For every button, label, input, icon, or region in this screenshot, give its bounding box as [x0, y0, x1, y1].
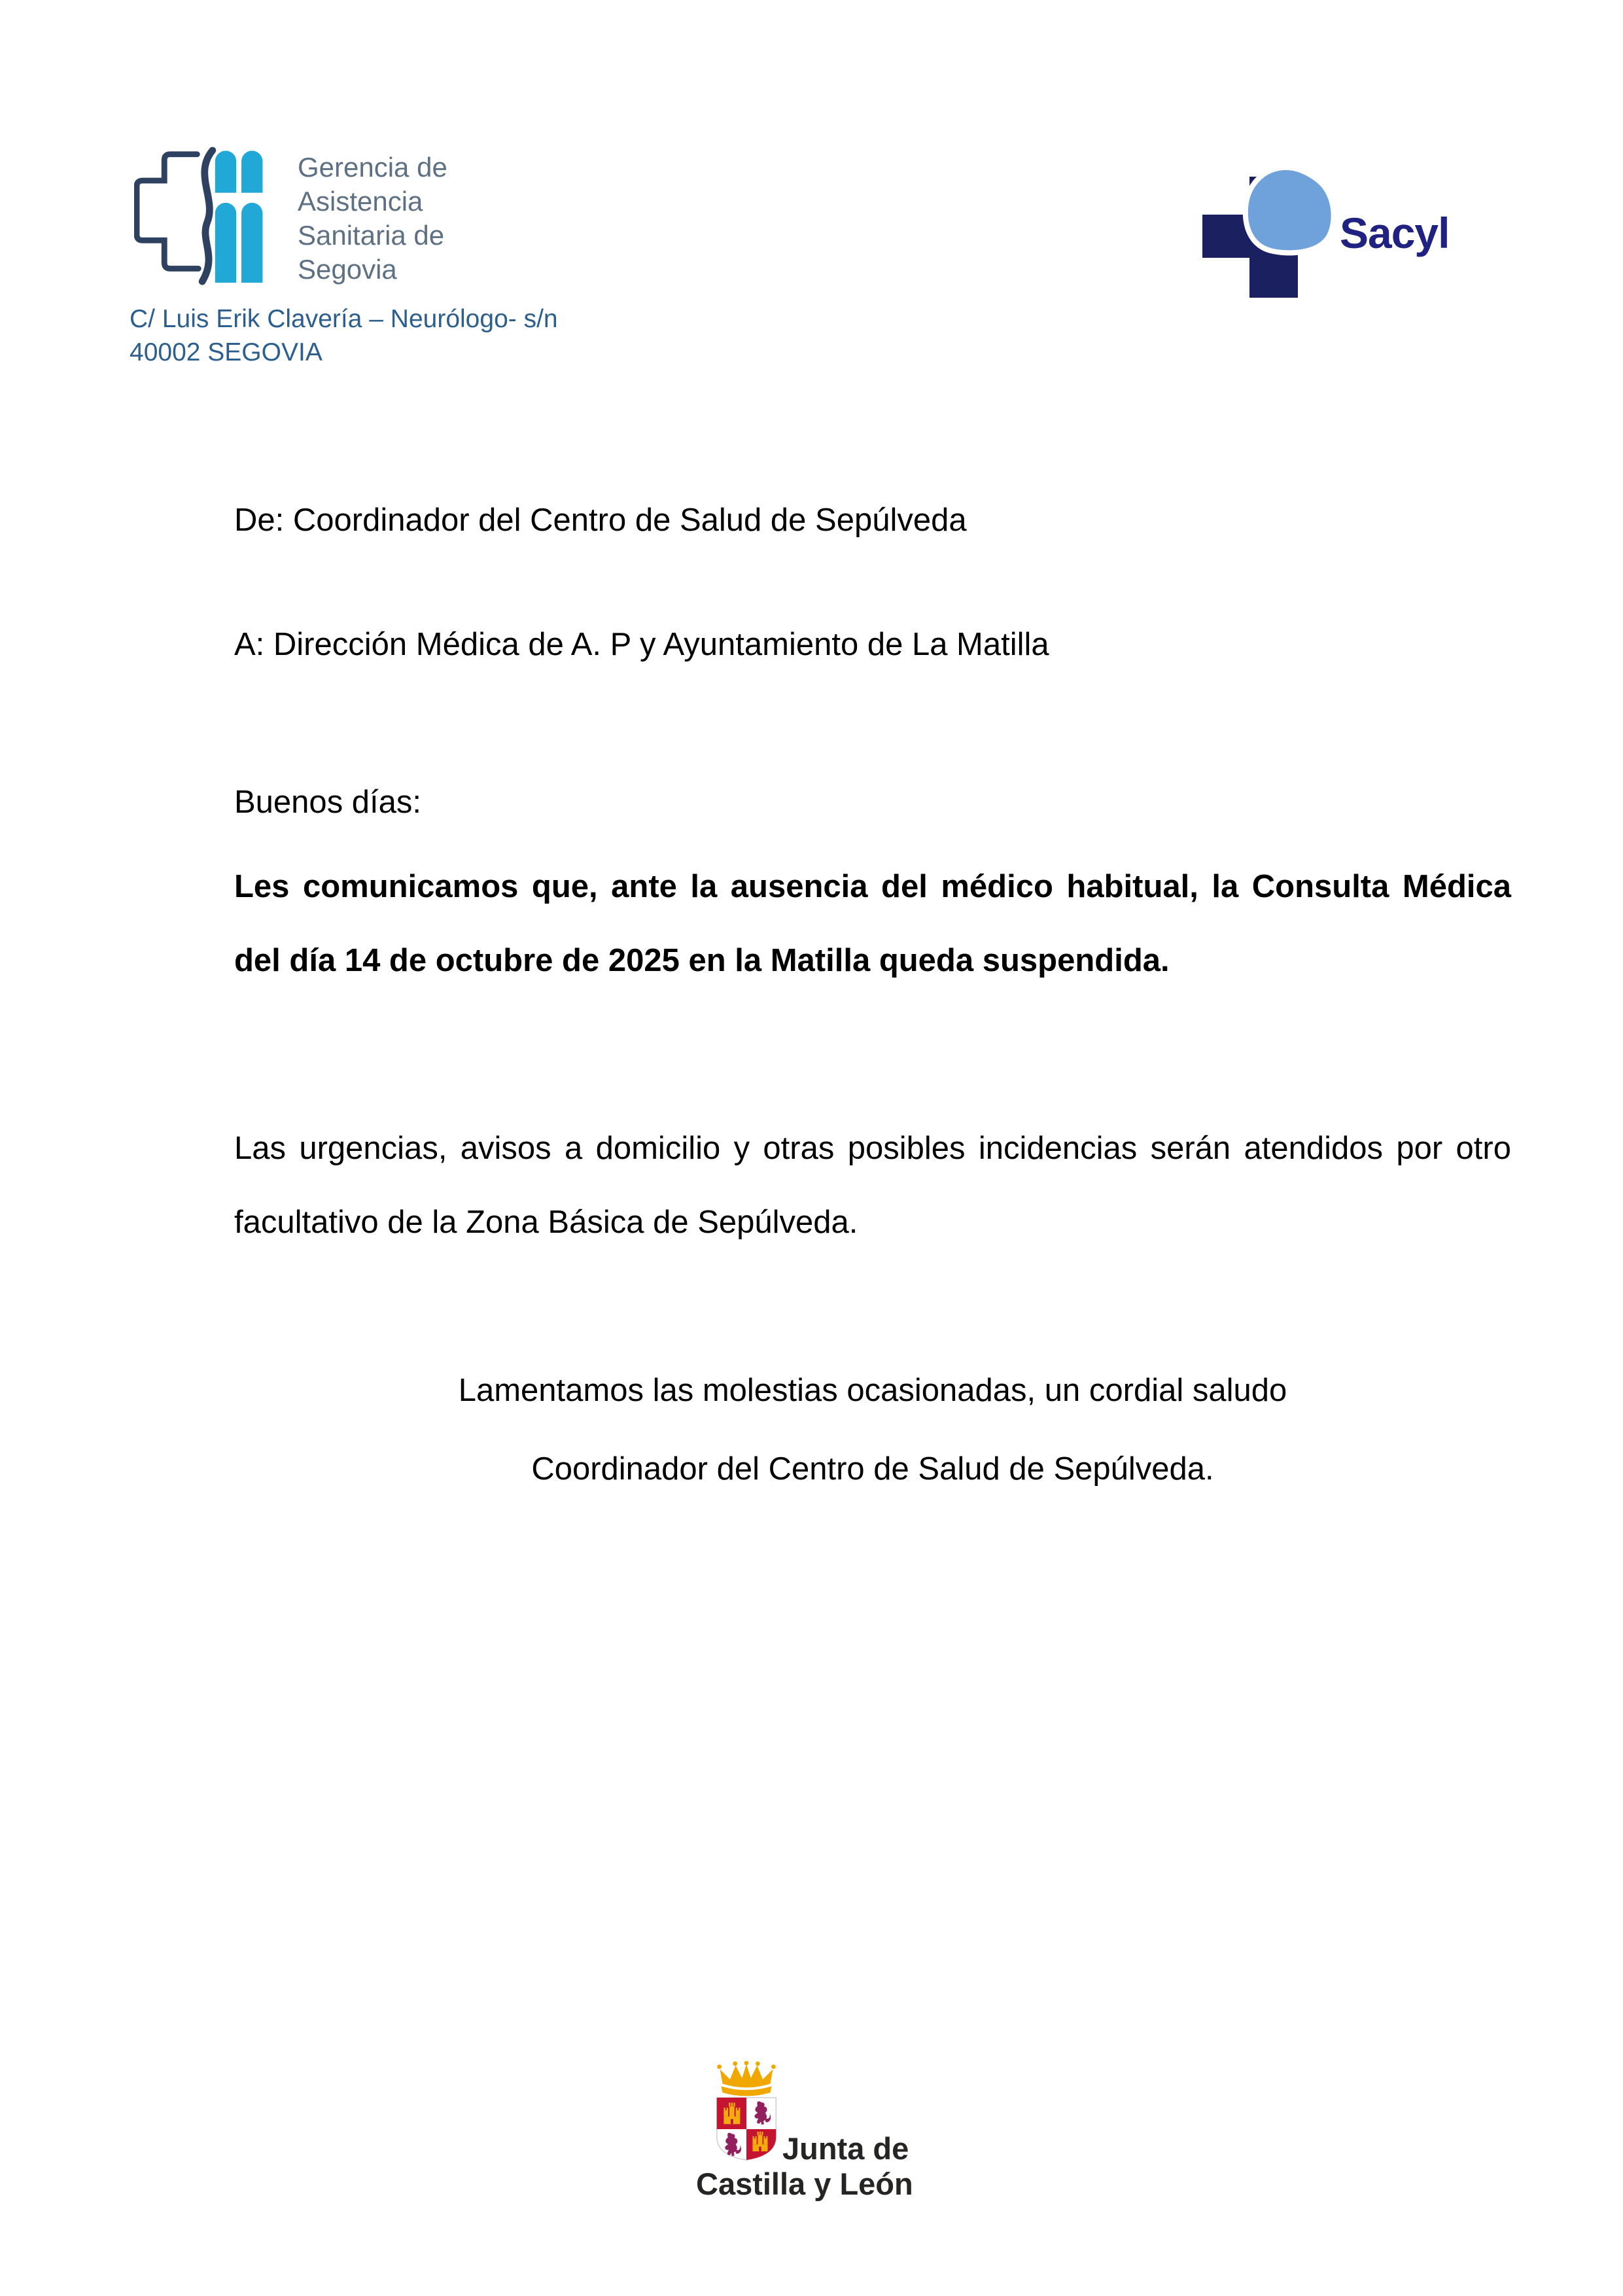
s-curve-icon: [202, 150, 213, 281]
closing-line-1: Lamentamos las molestias ocasionadas, un cordial saludo: [458, 1373, 1287, 1408]
sacyl-logo-icon: [1193, 158, 1337, 299]
gerencia-line: Sanitaria de: [298, 220, 445, 251]
junta-wordmark-line2: Castilla y León: [696, 2166, 913, 2201]
info-line-2: facultativo de la Zona Básica de Sepúlveda.: [234, 1205, 858, 1240]
cross-outline-icon: [137, 154, 198, 269]
greeting-line: Buenos días:: [234, 785, 422, 820]
gerencia-line: Segovia: [298, 254, 397, 285]
notice-line-2: del día 14 de octubre de 2025 en la Matilla queda suspendida.: [234, 943, 1170, 978]
notice-line-1: Les comunicamos que, ante la ausencia del médico habitual, la Consulta Médica: [234, 869, 1511, 904]
gerencia-logo-text: [298, 150, 447, 287]
info-line-1: Las urgencias, avisos a domicilio y otras posibles incidencias serán atendidos por otro: [234, 1131, 1511, 1166]
gerencia-logo: [134, 145, 461, 289]
junta-shield-icon: [712, 2061, 781, 2162]
address-line-1: C/ Luis Erik Clavería – Neurólogo- s/n: [130, 305, 558, 333]
to-line: A: Dirección Médica de A. P y Ayuntamiento de La Matilla: [234, 627, 1049, 662]
sacyl-leaf-icon: [1246, 168, 1334, 253]
gerencia-logo-icon: [134, 145, 282, 287]
junta-wordmark-line1: Junta de: [782, 2131, 909, 2166]
address-line-2: 40002 SEGOVIA: [130, 338, 323, 366]
sacyl-wordmark: Sacyl: [1340, 209, 1450, 257]
junta-logo: [696, 2061, 932, 2205]
from-line: De: Coordinador del Centro de Salud de Sepúlveda: [234, 503, 967, 538]
junta-crown-icon: [717, 2061, 776, 2096]
sender-address: [130, 302, 558, 369]
gerencia-line: Asistencia: [298, 186, 423, 217]
gerencia-line: Gerencia de: [298, 152, 447, 183]
closing-line-2: Coordinador del Centro de Salud de Sepúlveda.: [531, 1451, 1214, 1487]
